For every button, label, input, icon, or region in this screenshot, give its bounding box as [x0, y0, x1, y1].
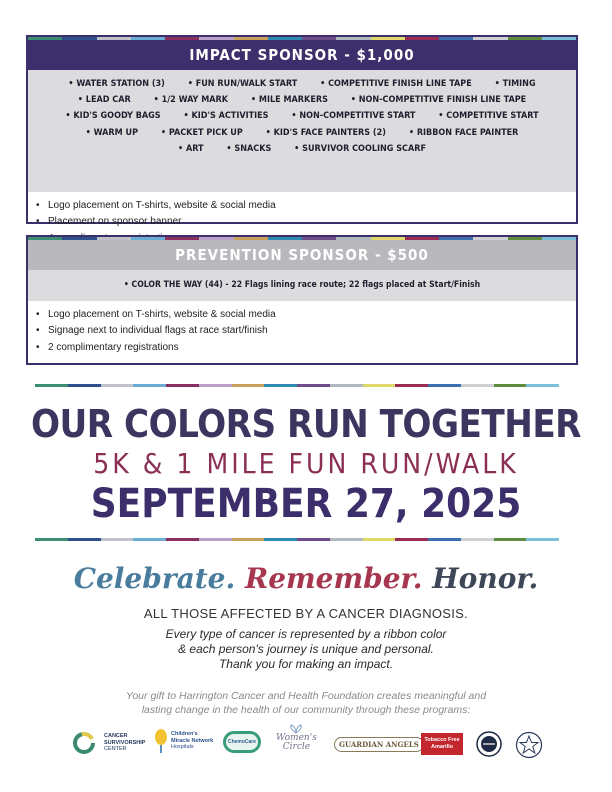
stripe-segment	[101, 538, 134, 541]
benefit-item: • Logo placement on T-shirts, website & social media	[36, 198, 568, 214]
stripe-segment	[330, 384, 363, 387]
event-headline: OUR COLORS RUN TOGETHER	[30, 402, 582, 446]
impact-item: • 1/2 WAY MARK	[154, 92, 229, 108]
benefit-item: • 2 complimentary registrations	[36, 340, 568, 356]
logo-text: Children's	[171, 731, 198, 738]
impact-item-row	[28, 125, 576, 141]
impact-item: • KID'S GOODY BAGS	[65, 108, 160, 124]
stripe-segment	[166, 384, 199, 387]
stripe-segment	[461, 384, 494, 387]
stripe-segment	[395, 538, 428, 541]
impact-item: • FUN RUN/WALK START	[188, 76, 298, 92]
stripe-segment	[166, 538, 199, 541]
stripe-segment	[133, 384, 166, 387]
impact-sponsor-title: IMPACT SPONSOR - $1,000	[189, 46, 415, 64]
event-subhead: 5K & 1 MILE FUN RUN/WALK	[93, 447, 519, 480]
survivorship-ring-icon	[72, 731, 96, 755]
impact-item-row	[28, 92, 576, 108]
impact-item: • NON-COMPETITIVE FINISH LINE TAPE	[351, 92, 526, 108]
impact-item: • RIBBON FACE PAINTER	[409, 125, 519, 141]
prevention-item: • COLOR THE WAY (44) - 22 Flags lining race route; 22 flags placed at Start/Finish	[124, 277, 480, 293]
stripe-segment	[395, 384, 428, 387]
impact-item-row	[28, 108, 576, 124]
logo-text: Miracle Network	[171, 737, 214, 744]
tagline-celebrate: Celebrate.	[73, 562, 236, 595]
impact-item: • PACKET PICK UP	[161, 125, 243, 141]
stripe-segment	[461, 538, 494, 541]
tagline-remember: Remember.	[244, 562, 423, 595]
stripe-segment	[35, 384, 68, 387]
ribbon-message-line: & each person's journey is unique and personal.	[178, 642, 434, 656]
affected-caption: ALL THOSE AFFECTED BY A CANCER DIAGNOSIS.	[143, 606, 469, 621]
stripe-segment	[330, 538, 363, 541]
logo-text: CANCER	[104, 733, 128, 740]
stripe-segment	[264, 538, 297, 541]
stripe-segment	[101, 384, 134, 387]
impact-items-list	[28, 70, 576, 192]
impact-item: • LEAD CAR	[78, 92, 131, 108]
chemocare-logo	[223, 731, 261, 753]
gift-statement	[0, 689, 612, 717]
impact-item: • KID'S FACE PAINTERS (2)	[266, 125, 386, 141]
prevention-sponsor-box	[26, 235, 578, 365]
gift-line: lasting change in the health of our community through these programs:	[141, 704, 471, 716]
headline-bottom-stripe	[35, 538, 559, 541]
event-date: SEPTEMBER 27, 2025	[90, 481, 522, 527]
stripe-segment	[232, 384, 265, 387]
logo-text: Tobacco Free	[424, 737, 460, 743]
impact-item: • KID'S ACTIVITIES	[183, 108, 268, 124]
guardian-angels-logo	[334, 737, 424, 752]
stripe-segment	[526, 538, 559, 541]
prevention-benefits-list	[36, 307, 568, 356]
stripe-segment	[428, 384, 461, 387]
logo-text: Women's	[276, 733, 317, 743]
stripe-segment	[363, 538, 396, 541]
tagline-honor: Honor.	[432, 562, 539, 595]
impact-item: • NON-COMPETITIVE START	[291, 108, 415, 124]
cancer-survivorship-logo	[72, 731, 145, 755]
impact-item: • ART	[178, 141, 204, 157]
star-emblem-icon	[515, 731, 543, 759]
star-emblem-logo	[515, 731, 543, 759]
stripe-segment	[297, 538, 330, 541]
stripe-segment	[264, 384, 297, 387]
headline-top-stripe	[35, 384, 559, 387]
logo-text: Amarillo	[430, 744, 453, 750]
prevention-sponsor-title: PREVENTION SPONSOR - $500	[175, 246, 429, 264]
prevention-items-list	[28, 270, 576, 301]
ribbon-message-line: Every type of cancer is represented by a ribbon color	[165, 627, 447, 641]
stripe-segment	[494, 538, 527, 541]
ribbon-message-line: Thank you for making an impact.	[218, 657, 394, 671]
stripe-segment	[232, 538, 265, 541]
stripe-segment	[297, 384, 330, 387]
impact-item: • MILE MARKERS	[251, 92, 328, 108]
balloon-icon	[153, 728, 169, 754]
seal-icon	[476, 731, 502, 757]
gift-line: Your gift to Harrington Cancer and Health Foundation creates meaningful and	[125, 690, 487, 702]
benefit-item: • Signage next to individual flags at race start/finish	[36, 323, 568, 339]
stripe-segment	[428, 538, 461, 541]
impact-item: • WATER STATION (3)	[68, 76, 164, 92]
stripe-segment	[133, 538, 166, 541]
impact-item: • COMPETITIVE FINISH LINE TAPE	[320, 76, 472, 92]
stripe-segment	[363, 384, 396, 387]
impact-item: • COMPETITIVE START	[438, 108, 538, 124]
benefit-item: • Placement on sponsor banner	[36, 214, 568, 230]
womens-circle-logo	[276, 724, 317, 752]
tagline	[0, 562, 612, 595]
stripe-segment	[68, 384, 101, 387]
stripe-segment	[526, 384, 559, 387]
impact-item: • TIMING	[495, 76, 536, 92]
stripe-segment	[199, 384, 232, 387]
circular-seal-logo	[476, 731, 502, 757]
impact-item-row	[28, 141, 576, 157]
impact-item: • WARM UP	[86, 125, 138, 141]
stripe-segment	[68, 538, 101, 541]
logo-text: SURVIVORSHIP	[104, 739, 146, 746]
benefit-item: • Logo placement on T-shirts, website & social media	[36, 307, 568, 323]
logo-text: CENTER	[104, 746, 127, 753]
impact-sponsor-header	[28, 40, 576, 70]
stripe-segment	[494, 384, 527, 387]
logo-text: GUARDIAN ANGELS	[334, 737, 424, 752]
impact-sponsor-box	[26, 35, 578, 228]
logo-text: Hospitals	[171, 744, 194, 751]
logo-text: ChemoCare	[227, 739, 257, 745]
stripe-segment	[199, 538, 232, 541]
impact-item-row	[28, 76, 576, 92]
impact-item: • SNACKS	[226, 141, 271, 157]
tobacco-free-amarillo-logo	[421, 733, 463, 755]
impact-item: • SURVIVOR COOLING SCARF	[294, 141, 426, 157]
ribbon-message	[0, 627, 612, 672]
logo-text: Circle	[282, 742, 311, 752]
stripe-segment	[35, 538, 68, 541]
cmn-hospitals-logo	[153, 728, 213, 754]
prevention-sponsor-header	[28, 240, 576, 270]
